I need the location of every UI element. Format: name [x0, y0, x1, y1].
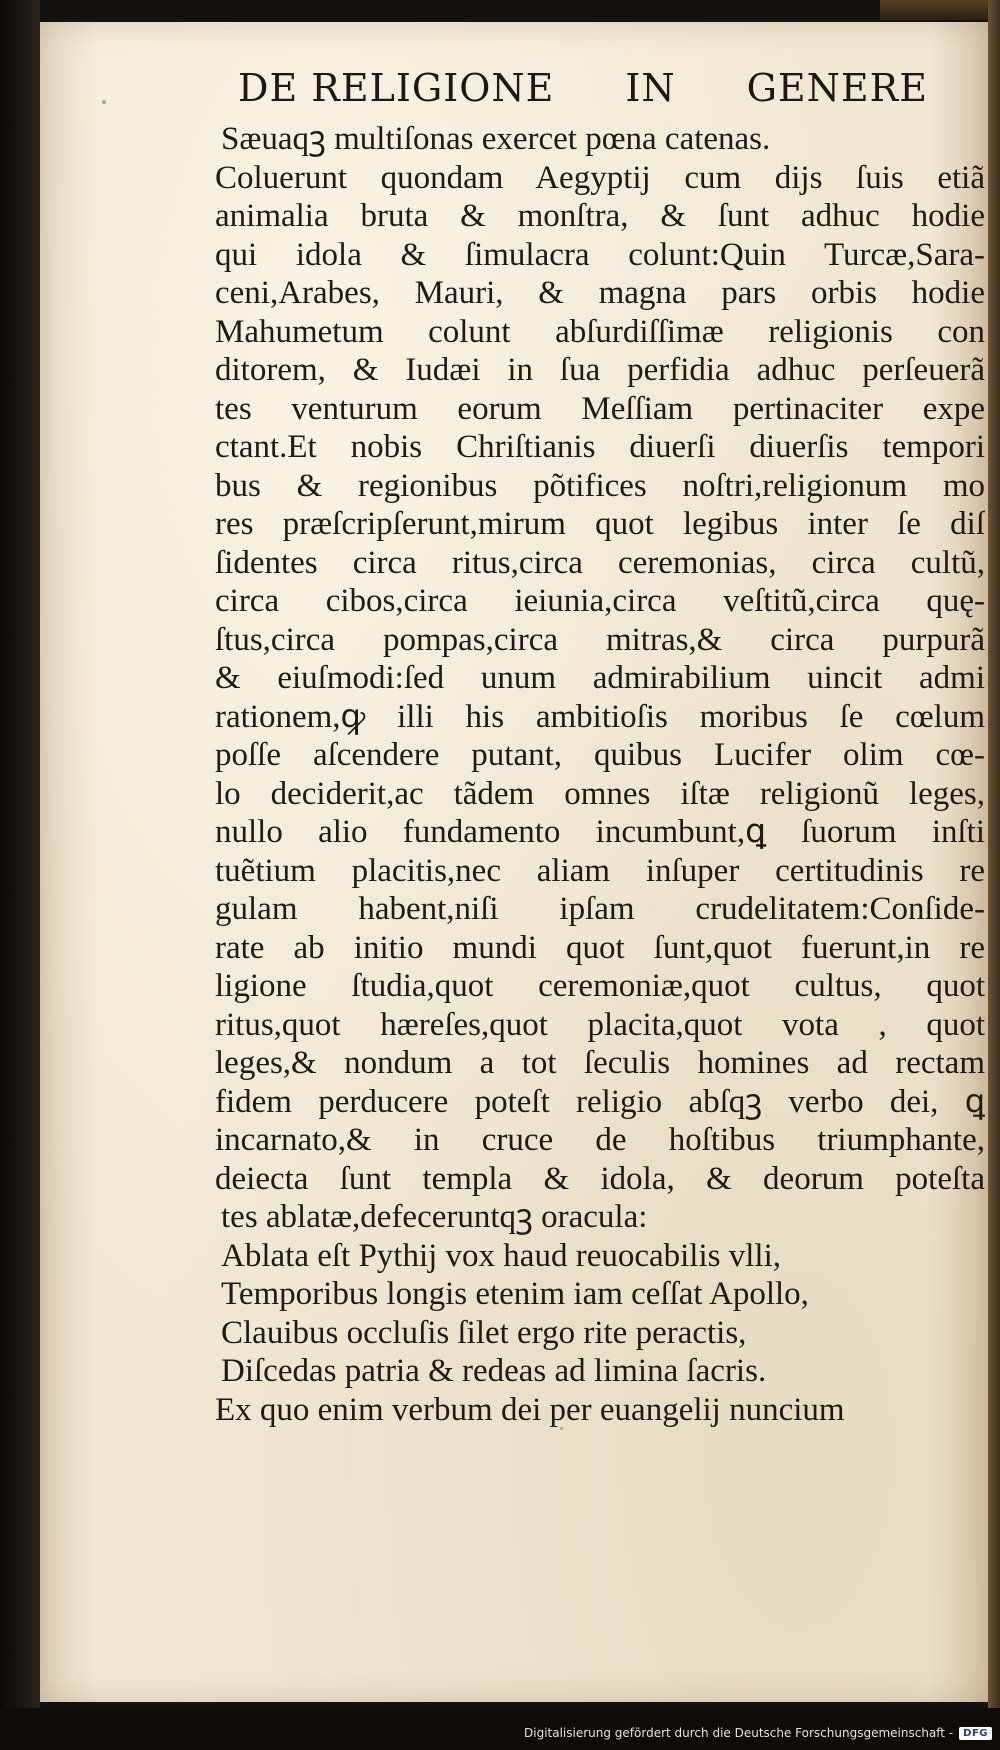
- text-line: ctant.Et nobis Chriſtianis diuerſi diuerſis tempori: [215, 429, 985, 465]
- adjacent-page-edge: [880, 0, 1000, 20]
- text-line: ceni,Arabes, Mauri, & magna pars orbis hodie: [215, 275, 985, 311]
- text-line: tes venturum eorum Meſſiam pertinaciter expe: [215, 390, 985, 427]
- text-line: Sæuaqꝫ multiſonas exercet pœna catenas.: [221, 121, 771, 157]
- text-line: & eiuſmodi:ſed unum admirabilium uincit admi: [215, 660, 985, 696]
- text-line: tes ablatæ,defeceruntqꝫ oracula:: [221, 1199, 648, 1235]
- text-line: incarnato,& in cruce de hoſtibus triumphante,: [215, 1122, 985, 1158]
- text-line: tuẽtium placitis,nec aliam inſuper certitudinis re: [215, 852, 985, 889]
- text-line: rationem,ꝙ illi his ambitioſis moribus ſe cœlum: [215, 698, 985, 735]
- text-line: gulam habent,niſi ipſam crudelitatem:Conſide-: [215, 891, 985, 927]
- text-line: Temporibus longis etenim iam ceſſat Apollo,: [221, 1276, 809, 1312]
- text-line: res præſcripſerunt,mirum quot legibus inter ſe diſ: [215, 506, 985, 542]
- text-line: ditorem, & Iudæi in ſua perfidia adhuc perſeuerã: [215, 352, 985, 388]
- running-header: [238, 58, 928, 118]
- text-line: ligione ſtudia,quot ceremoniæ,quot cultus, quot: [215, 968, 985, 1004]
- header-word: IN: [625, 66, 676, 110]
- text-line: nullo alio fundamento incumbunt,ꝗ ſuorum inſti: [215, 814, 985, 850]
- text-line: Clauibus occluſis ſilet ergo rite peractis,: [221, 1314, 747, 1351]
- text-line: leges,& nondum a tot ſeculis homines ad rectam: [215, 1045, 985, 1081]
- header-word: GENERE: [746, 66, 928, 110]
- dfg-logo-icon: DFG: [959, 1727, 992, 1740]
- text-line: qui idola & ſimulacra colunt:Quin Turcæ,Sara-: [215, 236, 985, 273]
- text-line: animalia bruta & monſtra, & ſunt adhuc hodie: [215, 198, 985, 234]
- text-line: ſtus,circa pompas,circa mitras,& circa purpurã: [215, 621, 985, 658]
- credit-text: Digitalisierung gefördert durch die Deutsche Forschungsgemeinschaft -: [524, 1726, 954, 1740]
- text-line: deiecta ſunt templa & idola, & deorum poteſta: [215, 1160, 985, 1197]
- header-word: DE RELIGIONE: [238, 66, 555, 110]
- text-line: poſſe aſcendere putant, quibus Lucifer olim cœ-: [215, 737, 985, 773]
- text-line: Coluerunt quondam Aegyptij cum dijs ſuis etiã: [215, 159, 985, 196]
- text-line: fidem perducere poteſt religio abſqꝫ verbo dei, ꝗ: [215, 1083, 985, 1120]
- text-line: rate ab initio mundi quot ſunt,quot fuerunt,in re: [215, 929, 985, 966]
- text-line: Diſcedas patria & redeas ad limina ſacris.: [221, 1353, 767, 1389]
- book-spine-shadow: [0, 0, 40, 1750]
- text-line: ſidentes circa ritus,circa ceremonias, circa cultũ,: [215, 544, 985, 581]
- text-line: Mahumetum colunt abſurdiſſimæ religionis con: [215, 313, 985, 350]
- text-line: Ablata eſt Pythij vox haud reuocabilis vlli,: [221, 1237, 781, 1274]
- text-line: ritus,quot hæreſes,quot placita,quot vota , quot: [215, 1006, 985, 1043]
- digitization-credit: [524, 1726, 992, 1740]
- paper-speck: [102, 100, 106, 104]
- text-line: circa cibos,circa ieiunia,circa veſtitũ,circa quę-: [215, 583, 985, 619]
- text-line: lo deciderit,ac tãdem omnes iſtæ religionũ leges,: [215, 775, 985, 812]
- text-line: Ex quo enim verbum dei per euangelij nuncium: [215, 1391, 845, 1428]
- text-line: bus & regionibus põtifices noſtri,religionum mo: [215, 467, 985, 504]
- book-edge-right: [988, 0, 1000, 1750]
- page-body-text: [215, 120, 985, 1429]
